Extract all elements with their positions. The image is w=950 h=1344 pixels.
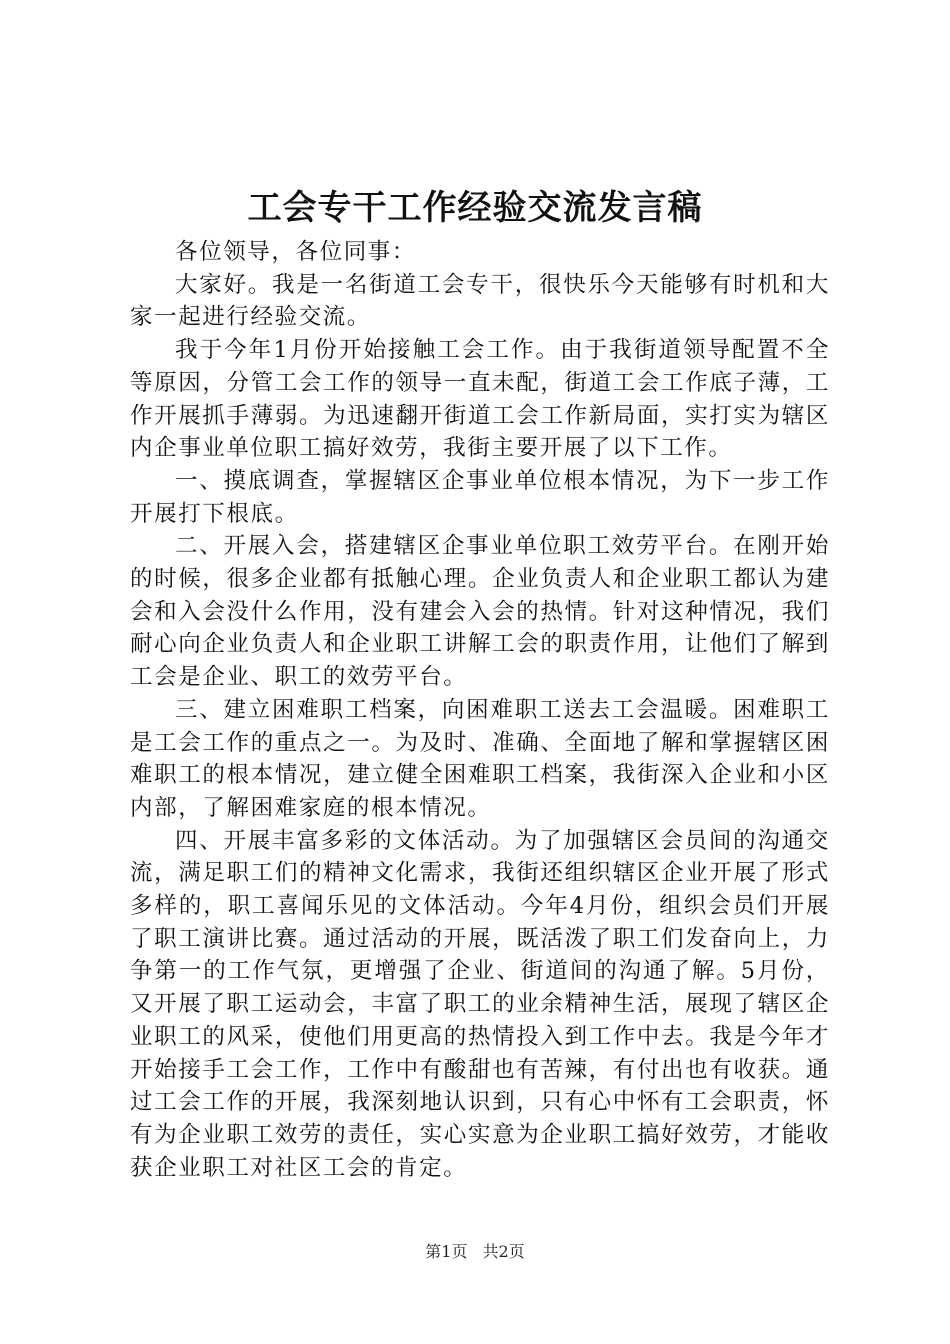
paragraph-item-1: 一、摸底调查，掌握辖区企事业单位根本情况，为下一步工作开展打下根底。 [130, 467, 830, 527]
paragraph-intro: 大家好。我是一名街道工会专干，很快乐今天能够有时机和大家一起进行经验交流。 [130, 271, 830, 331]
paragraph-item-3: 三、建立困难职工档案，向困难职工送去工会温暖。困难职工是工会工作的重点之一。为及时、准确、全面地了解和掌握辖区困难职工的根本情况，建立健全困难职工档案，我街深入企业和小区内部，了解困难家庭的根本情况。 [130, 696, 830, 821]
page-total: 共2页 [482, 1242, 525, 1261]
page-number: 第1页 [425, 1242, 468, 1261]
document-body [130, 236, 830, 1184]
paragraph-item-2: 二、开展入会，搭建辖区企事业单位职工效劳平台。在刚开始的时候，很多企业都有抵触心理。企业负责人和企业职工都认为建会和入会没什么作用，没有建会入会的热情。针对这种情况，我们耐心向企业负责人和企业职工讲解工会的职责作用，让他们了解到工会是企业、职工的效劳平台。 [130, 533, 830, 691]
page-footer [0, 1240, 950, 1264]
document-title: 工会专干工作经验交流发言稿 [247, 188, 703, 228]
paragraph-greeting: 各位领导，各位同事： [175, 239, 417, 265]
paragraph-item-4: 四、开展丰富多彩的文体活动。为了加强辖区会员间的沟通交流，满足职工们的精神文化需求，我街还组织辖区企业开展了形式多样的，职工喜闻乐见的文体活动。今年4月份，组织会员们开展了职工演讲比赛。通过活动的开展，既活泼了职工们发奋向上，力争第一的工作气氛，更增强了企业、街道间的沟通了解。5月份，又开展了职工运动会，丰富了职工的业余精神生活，展现了辖区企业职工的风采，使他们用更高的热情投入到工作中去。我是今年才开始接手工会工作，工作中有酸甜也有苦辣，有付出也有收获。通过工会工作的开展，我深刻地认识到，只有心中怀有工会职责，怀有为企业职工效劳的责任，实心实意为企业职工搞好效劳，才能收获企业职工对社区工会的肯定。 [130, 827, 830, 1181]
paragraph-background: 我于今年1月份开始接触工会工作。由于我街道领导配置不全等原因，分管工会工作的领导一直未配，街道工会工作底子薄，工作开展抓手薄弱。为迅速翻开街道工会工作新局面，实打实为辖区内企事业单位职工搞好效劳，我街主要开展了以下工作。 [130, 337, 830, 462]
